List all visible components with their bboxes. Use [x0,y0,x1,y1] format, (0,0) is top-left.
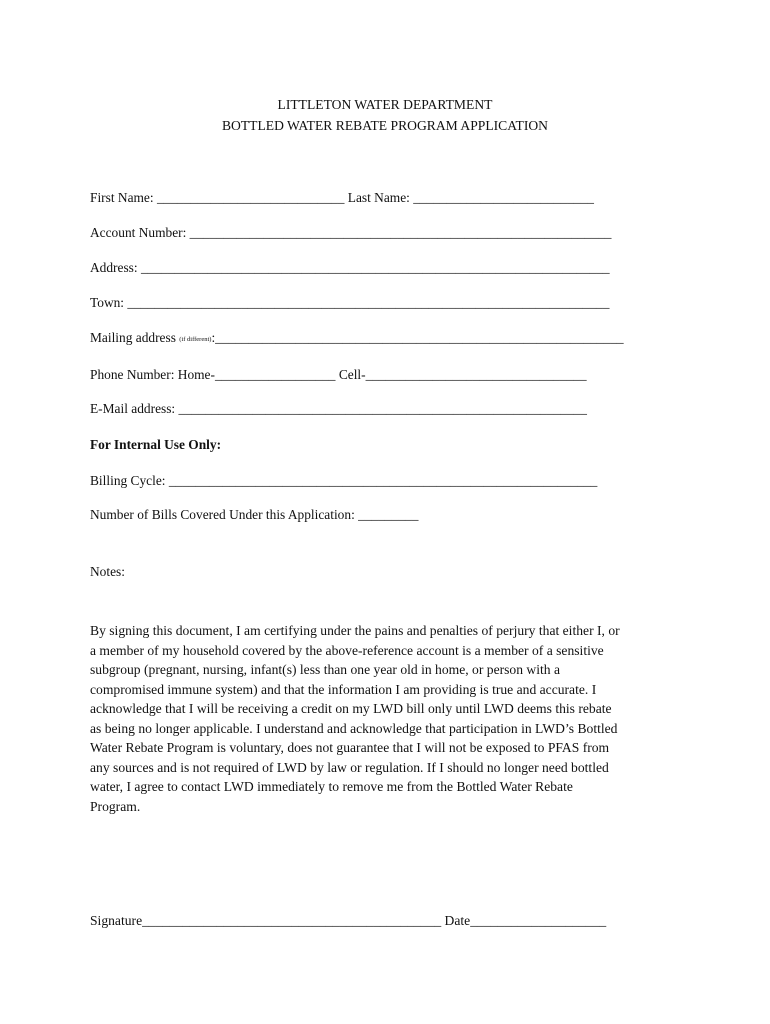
signature-date-row[interactable]: Signature____________________________________________ Date____________________ [90,913,607,928]
phone-number-fields[interactable]: Phone Number: Home-__________________ Cell-_________________________________ [90,367,587,382]
notes-label: Notes: [90,564,125,579]
certification-paragraph [90,621,690,816]
certification-line: any sources and is not required of LWD by law or regulation. If I should no longer need bottled [90,759,609,775]
address-field[interactable]: Address: ______________________________________________________________________ [90,260,610,275]
certification-line: Program. [90,798,141,814]
mailing-address-field[interactable] [90,329,624,349]
billing-cycle-field[interactable]: Billing Cycle: ________________________________________________________________ [90,473,598,488]
mailing-address-line[interactable]: :_____________________________________________________________ [211,330,624,345]
internal-use-heading: For Internal Use Only: [90,437,222,452]
certification-line: subgroup (pregnant, nursing, infant(s) less than one year old in home, or person with a [90,662,561,677]
form-header [0,94,770,136]
mailing-address-note: (if different) [179,336,212,343]
certification-line: By signing this document, I am certifying under the pains and penalties of perjury that either I, or [90,623,620,638]
certification-line: acknowledge that I will be receiving a credit on my LWD bill only until LWD deems this rebate [90,701,612,716]
name-fields-row[interactable]: First Name: ____________________________ Last Name: ___________________________ [90,190,594,205]
email-address-field[interactable]: E-Mail address: _____________________________________________________________ [90,401,587,416]
certification-line: a member of my household covered by the above-reference account is a member of a sensitive [90,642,604,658]
certification-line: Water Rebate Program is voluntary, does not guarantee that I will not be exposed to PFAS from [90,740,610,755]
form-title: BOTTLED WATER REBATE PROGRAM APPLICATION [221,118,548,133]
certification-line: water, I agree to contact LWD immediately to remove me from the Bottled Water Rebate [90,779,573,794]
mailing-address-label: Mailing address [90,330,180,345]
bills-covered-field[interactable]: Number of Bills Covered Under this Application: _________ [90,507,419,522]
department-title: LITTLETON WATER DEPARTMENT [277,97,493,112]
certification-line: compromised immune system) and that the information I am providing is true and accurate. I [90,681,597,697]
certification-line: as being no longer applicable. I understand and acknowledge that participation in LWD’s Bottled [90,720,618,736]
account-number-field[interactable]: Account Number: _______________________________________________________________ [90,225,612,240]
town-field[interactable]: Town: ________________________________________________________________________ [90,295,610,310]
